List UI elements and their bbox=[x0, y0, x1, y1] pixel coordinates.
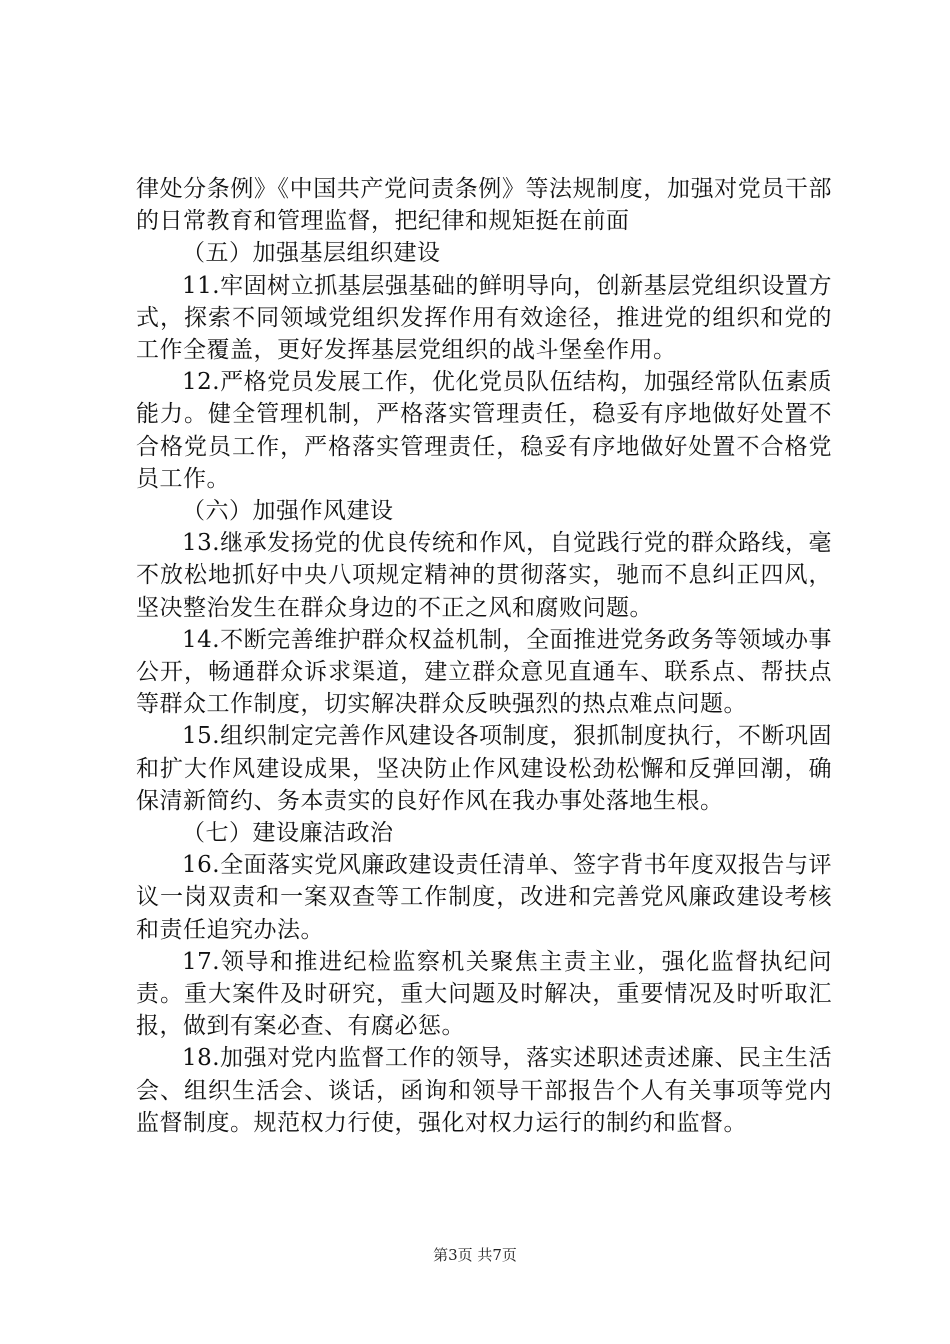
paragraph-continuation: 律处分条例》《中国共产党问责条例》等法规制度，加强对党员干部的日常教育和管理监督，把纪律和规矩挺在前面 bbox=[136, 176, 832, 235]
section-heading-6: （六）加强作风建设 bbox=[182, 498, 394, 525]
page-number-footer: 第3页 共7页 bbox=[433, 1246, 517, 1264]
paragraph-item-12: 12.严格党员发展工作，优化党员队伍结构，加强经常队伍素质能力。健全管理机制，严格落实管理责任，稳妥有序地做好处置不合格党员工作，严格落实管理责任，稳妥有序地做好处置不合格党员工作。 bbox=[136, 369, 832, 492]
paragraph-item-11: 11.牢固树立抓基层强基础的鲜明导向，创新基层党组织设置方式，探索不同领域党组织发挥作用有效途径，推进党的组织和党的工作全覆盖，更好发挥基层党组织的战斗堡垒作用。 bbox=[136, 272, 832, 364]
paragraph-item-13: 13.继承发扬党的优良传统和作风，自觉践行党的群众路线，毫不放松地抓好中央八项规定精神的贯彻落实，驰而不息纠正四风，坚决整治发生在群众身边的不正之风和腐败问题。 bbox=[136, 530, 832, 621]
paragraph-item-15: 15.组织制定完善作风建设各项制度，狠抓制度执行，不断巩固和扩大作风建设成果，坚决防止作风建设松劲松懈和反弹回潮，确保清新简约、务本责实的良好作风在我办事处落地生根。 bbox=[136, 723, 832, 814]
paragraph-item-18: 18.加强对党内监督工作的领导，落实述职述责述廉、民主生活会、组织生活会、谈话，函询和领导干部报告个人有关事项等党内监督制度。规范权力行使，强化对权力运行的制约和监督。 bbox=[136, 1045, 832, 1136]
section-heading-5: （五）加强基层组织建设 bbox=[182, 240, 441, 267]
paragraph-item-16: 16.全面落实党风廉政建设责任清单、签字背书年度双报告与评议一岗双责和一案双查等工作制度，改进和完善党风廉政建设考核和责任追究办法。 bbox=[136, 852, 832, 943]
section-heading-7: （七）建设廉洁政治 bbox=[182, 820, 394, 847]
paragraph-item-17: 17.领导和推进纪检监察机关聚焦主责主业，强化监督执纪问责。重大案件及时研究，重大问题及时解决，重要情况及时听取汇报，做到有案必查、有腐必惩。 bbox=[136, 948, 832, 1040]
document-body bbox=[136, 173, 832, 1139]
paragraph-item-14: 14.不断完善维护群众权益机制，全面推进党务政务等领域办事公开，畅通群众诉求渠道，建立群众意见直通车、联系点、帮扶点等群众工作制度，切实解决群众反映强烈的热点难点问题。 bbox=[136, 626, 832, 718]
